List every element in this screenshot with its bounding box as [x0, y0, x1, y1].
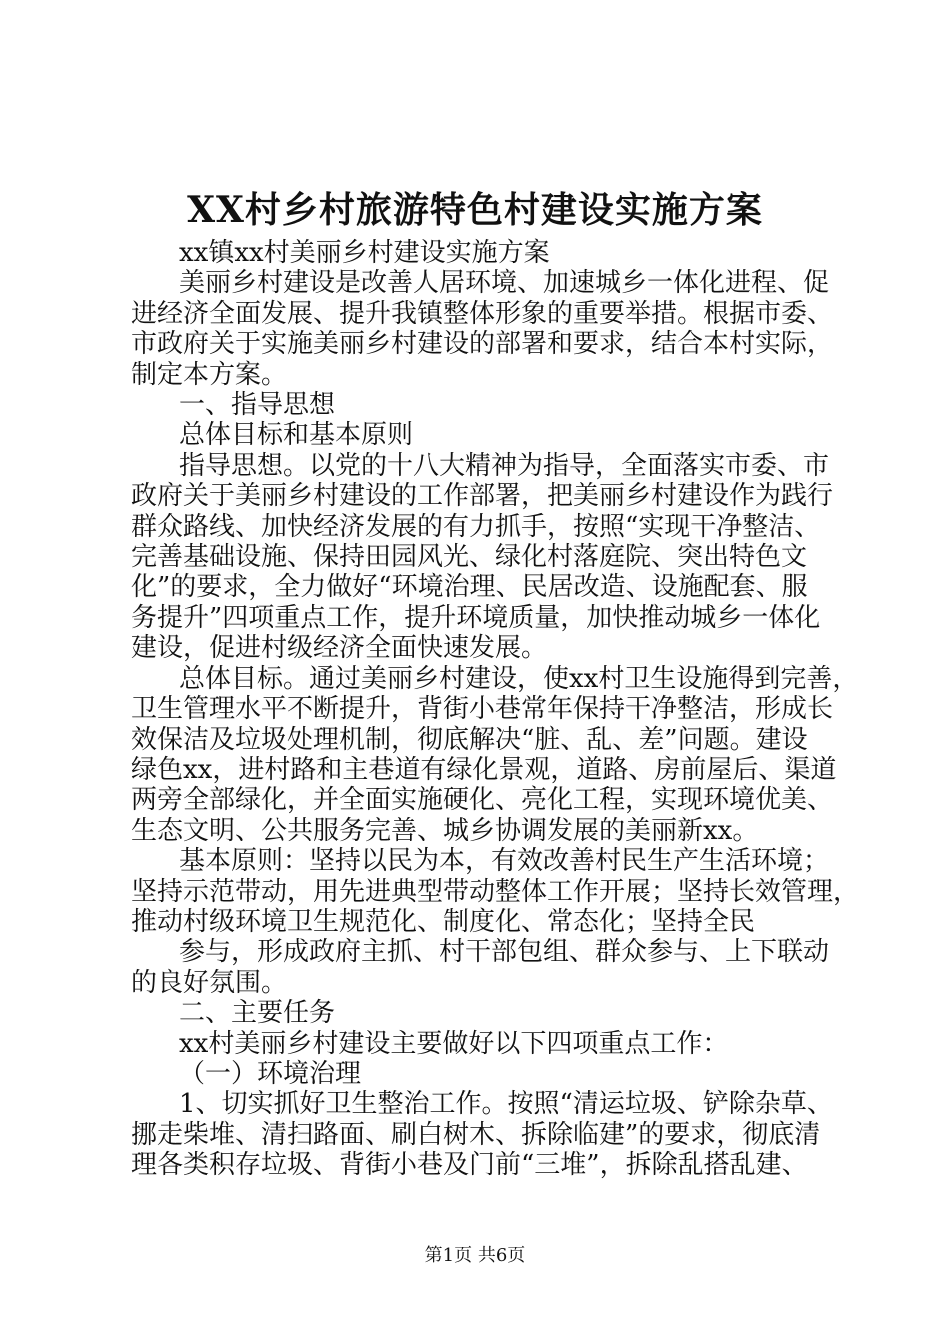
paragraph-line: 坚持示范带动，用先进典型带动整体工作开展；坚持长效管理，: [131, 876, 860, 907]
paragraph-line: 绿色xx，进村路和主巷道有绿化景观，道路、房前屋后、渠道: [131, 754, 837, 785]
section-heading: 一、指导思想: [179, 390, 336, 421]
paragraph-line: 务提升”四项重点工作，提升环境质量，加快推动城乡一体化: [131, 602, 821, 633]
paragraph-line: 完善基础设施、保持田园风光、绿化村落庭院、突出特色文: [131, 542, 808, 573]
paragraph-line: 市政府关于实施美丽乡村建设的部署和要求，结合本村实际，: [131, 329, 834, 360]
paragraph-line: 效保洁及垃圾处理机制，彻底解决“脏、乱、差”问题。建设: [131, 724, 808, 755]
section-heading: 二、主要任务: [179, 998, 336, 1029]
paragraph-line: 政府关于美丽乡村建设的工作部署，把美丽乡村建设作为践行: [131, 481, 834, 512]
document-body: [131, 238, 860, 1181]
page-number-footer: 第1页 共6页: [424, 1245, 526, 1266]
paragraph-line: 建设，促进村级经济全面快速发展。: [131, 633, 548, 664]
paragraph-line: 卫生管理水平不断提升，背街小巷常年保持干净整洁，形成长: [131, 694, 834, 725]
paragraph-line: 两旁全部绿化，并全面实施硬化、亮化工程，实现环境优美、: [131, 785, 834, 816]
paragraph-line: 指导思想。以党的十八大精神为指导，全面落实市委、市: [179, 450, 830, 481]
subsection-heading: 总体目标和基本原则: [179, 420, 414, 451]
paragraph-line: 化”的要求，全力做好“环境治理、民居改造、设施配套、服: [131, 572, 808, 603]
document-title: XX村乡村旅游特色村建设实施方案: [187, 189, 763, 231]
paragraph-line: 理各类积存垃圾、背街小巷及门前“三堆”，拆除乱搭乱建、: [131, 1150, 808, 1181]
paragraph-line: 参与，形成政府主抓、村干部包组、群众参与、上下联动: [179, 937, 830, 968]
paragraph-line: 制定本方案。: [131, 359, 288, 390]
paragraph-line: 美丽乡村建设是改善人居环境、加速城乡一体化进程、促: [179, 268, 830, 299]
paragraph-line: 1、切实抓好卫生整治工作。按照“清运垃圾、铲除杂草、: [179, 1089, 833, 1120]
paragraph-line: 的良好氛围。: [131, 967, 288, 998]
paragraph-line: xx村美丽乡村建设主要做好以下四项重点工作：: [179, 1028, 729, 1059]
paragraph-line: 基本原则：坚持以民为本，有效改善村民生产生活环境；: [179, 846, 830, 877]
paragraph-line: 挪走柴堆、清扫路面、刷白树木、拆除临建”的要求，彻底清: [131, 1119, 821, 1150]
paragraph-line: 总体目标。通过美丽乡村建设，使xx村卫生设施得到完善，: [179, 663, 859, 694]
paragraph-line: 进经济全面发展、提升我镇整体形象的重要举措。根据市委、: [131, 298, 834, 329]
subsection-heading: （一）环境治理: [179, 1058, 362, 1089]
paragraph-line: 推动村级环境卫生规范化、制度化、常态化；坚持全民: [131, 906, 756, 937]
paragraph-line: 生态文明、公共服务完善、城乡协调发展的美丽新xx。: [131, 815, 759, 846]
paragraph-line: 群众路线、加快经济发展的有力抓手，按照“实现干净整洁、: [131, 511, 821, 542]
subtitle-line: xx镇xx村美丽乡村建设实施方案: [179, 238, 550, 268]
